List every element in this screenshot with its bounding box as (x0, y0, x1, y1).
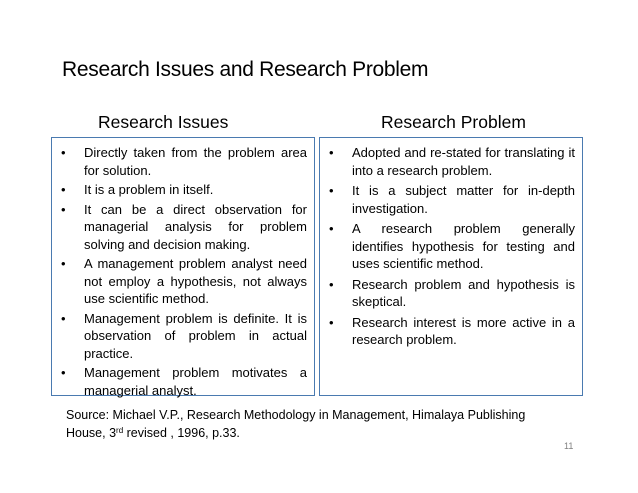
bullet-icon: • (61, 201, 66, 217)
bullet-icon: • (61, 182, 66, 197)
bullet-icon: • (329, 221, 334, 236)
bullet-icon: • (61, 145, 66, 160)
bullet-icon: • (329, 183, 334, 198)
list-item (329, 182, 575, 217)
source-text: Source: Michael V.P., Research Methodology in Management, Himalaya Publishing House, 3 (66, 408, 526, 440)
list-item-text: It is a subject matter for in-depth investigation. (352, 183, 575, 216)
research-issues-list (61, 144, 307, 401)
bullet-icon: • (329, 145, 334, 160)
list-item (61, 310, 307, 363)
research-issues-box (51, 137, 315, 396)
list-item (61, 201, 307, 254)
source-superscript: rd (116, 426, 124, 435)
research-problem-box (319, 137, 583, 396)
list-item-text: Research problem and hypothesis is skeptical. (352, 276, 575, 309)
list-item-text: It is a problem in itself. (84, 182, 214, 197)
slide-title: Research Issues and Research Problem (62, 58, 429, 81)
source-text-end: revised , 1996, p.33. (123, 426, 240, 440)
list-item (329, 314, 575, 349)
list-item (329, 276, 575, 311)
bullet-icon: • (61, 256, 66, 271)
list-item (61, 255, 307, 308)
research-issues-heading: Research Issues (98, 112, 229, 132)
list-item-text: It can be a direct observation for managerial analysis for problem solving and decision making. (84, 201, 307, 252)
research-problem-list (329, 144, 575, 352)
bullet-icon: • (329, 276, 334, 292)
list-item (329, 144, 575, 179)
list-item (61, 144, 307, 179)
source-citation (66, 406, 546, 442)
page-number: 11 (564, 441, 574, 451)
list-item (61, 181, 307, 199)
list-item-text: Management problem motivates a managerial analyst. (84, 365, 307, 398)
bullet-icon: • (329, 314, 334, 330)
list-item (329, 220, 575, 273)
list-item-text: A management problem analyst need not employ a hypothesis, not always use scientific method. (84, 256, 307, 306)
bullet-icon: • (61, 365, 66, 380)
list-item-text: A research problem generally identifies hypothesis for testing and uses scientific method. (352, 221, 575, 271)
bullet-icon: • (61, 310, 66, 326)
list-item (61, 364, 307, 399)
list-item-text: Directly taken from the problem area for solution. (84, 145, 307, 178)
research-problem-heading: Research Problem (381, 112, 526, 132)
list-item-text: Management problem is definite. It is observation of problem in actual practice. (84, 310, 307, 361)
list-item-text: Research interest is more active in a research problem. (352, 314, 575, 347)
list-item-text: Adopted and re-stated for translating it into a research problem. (352, 145, 575, 178)
